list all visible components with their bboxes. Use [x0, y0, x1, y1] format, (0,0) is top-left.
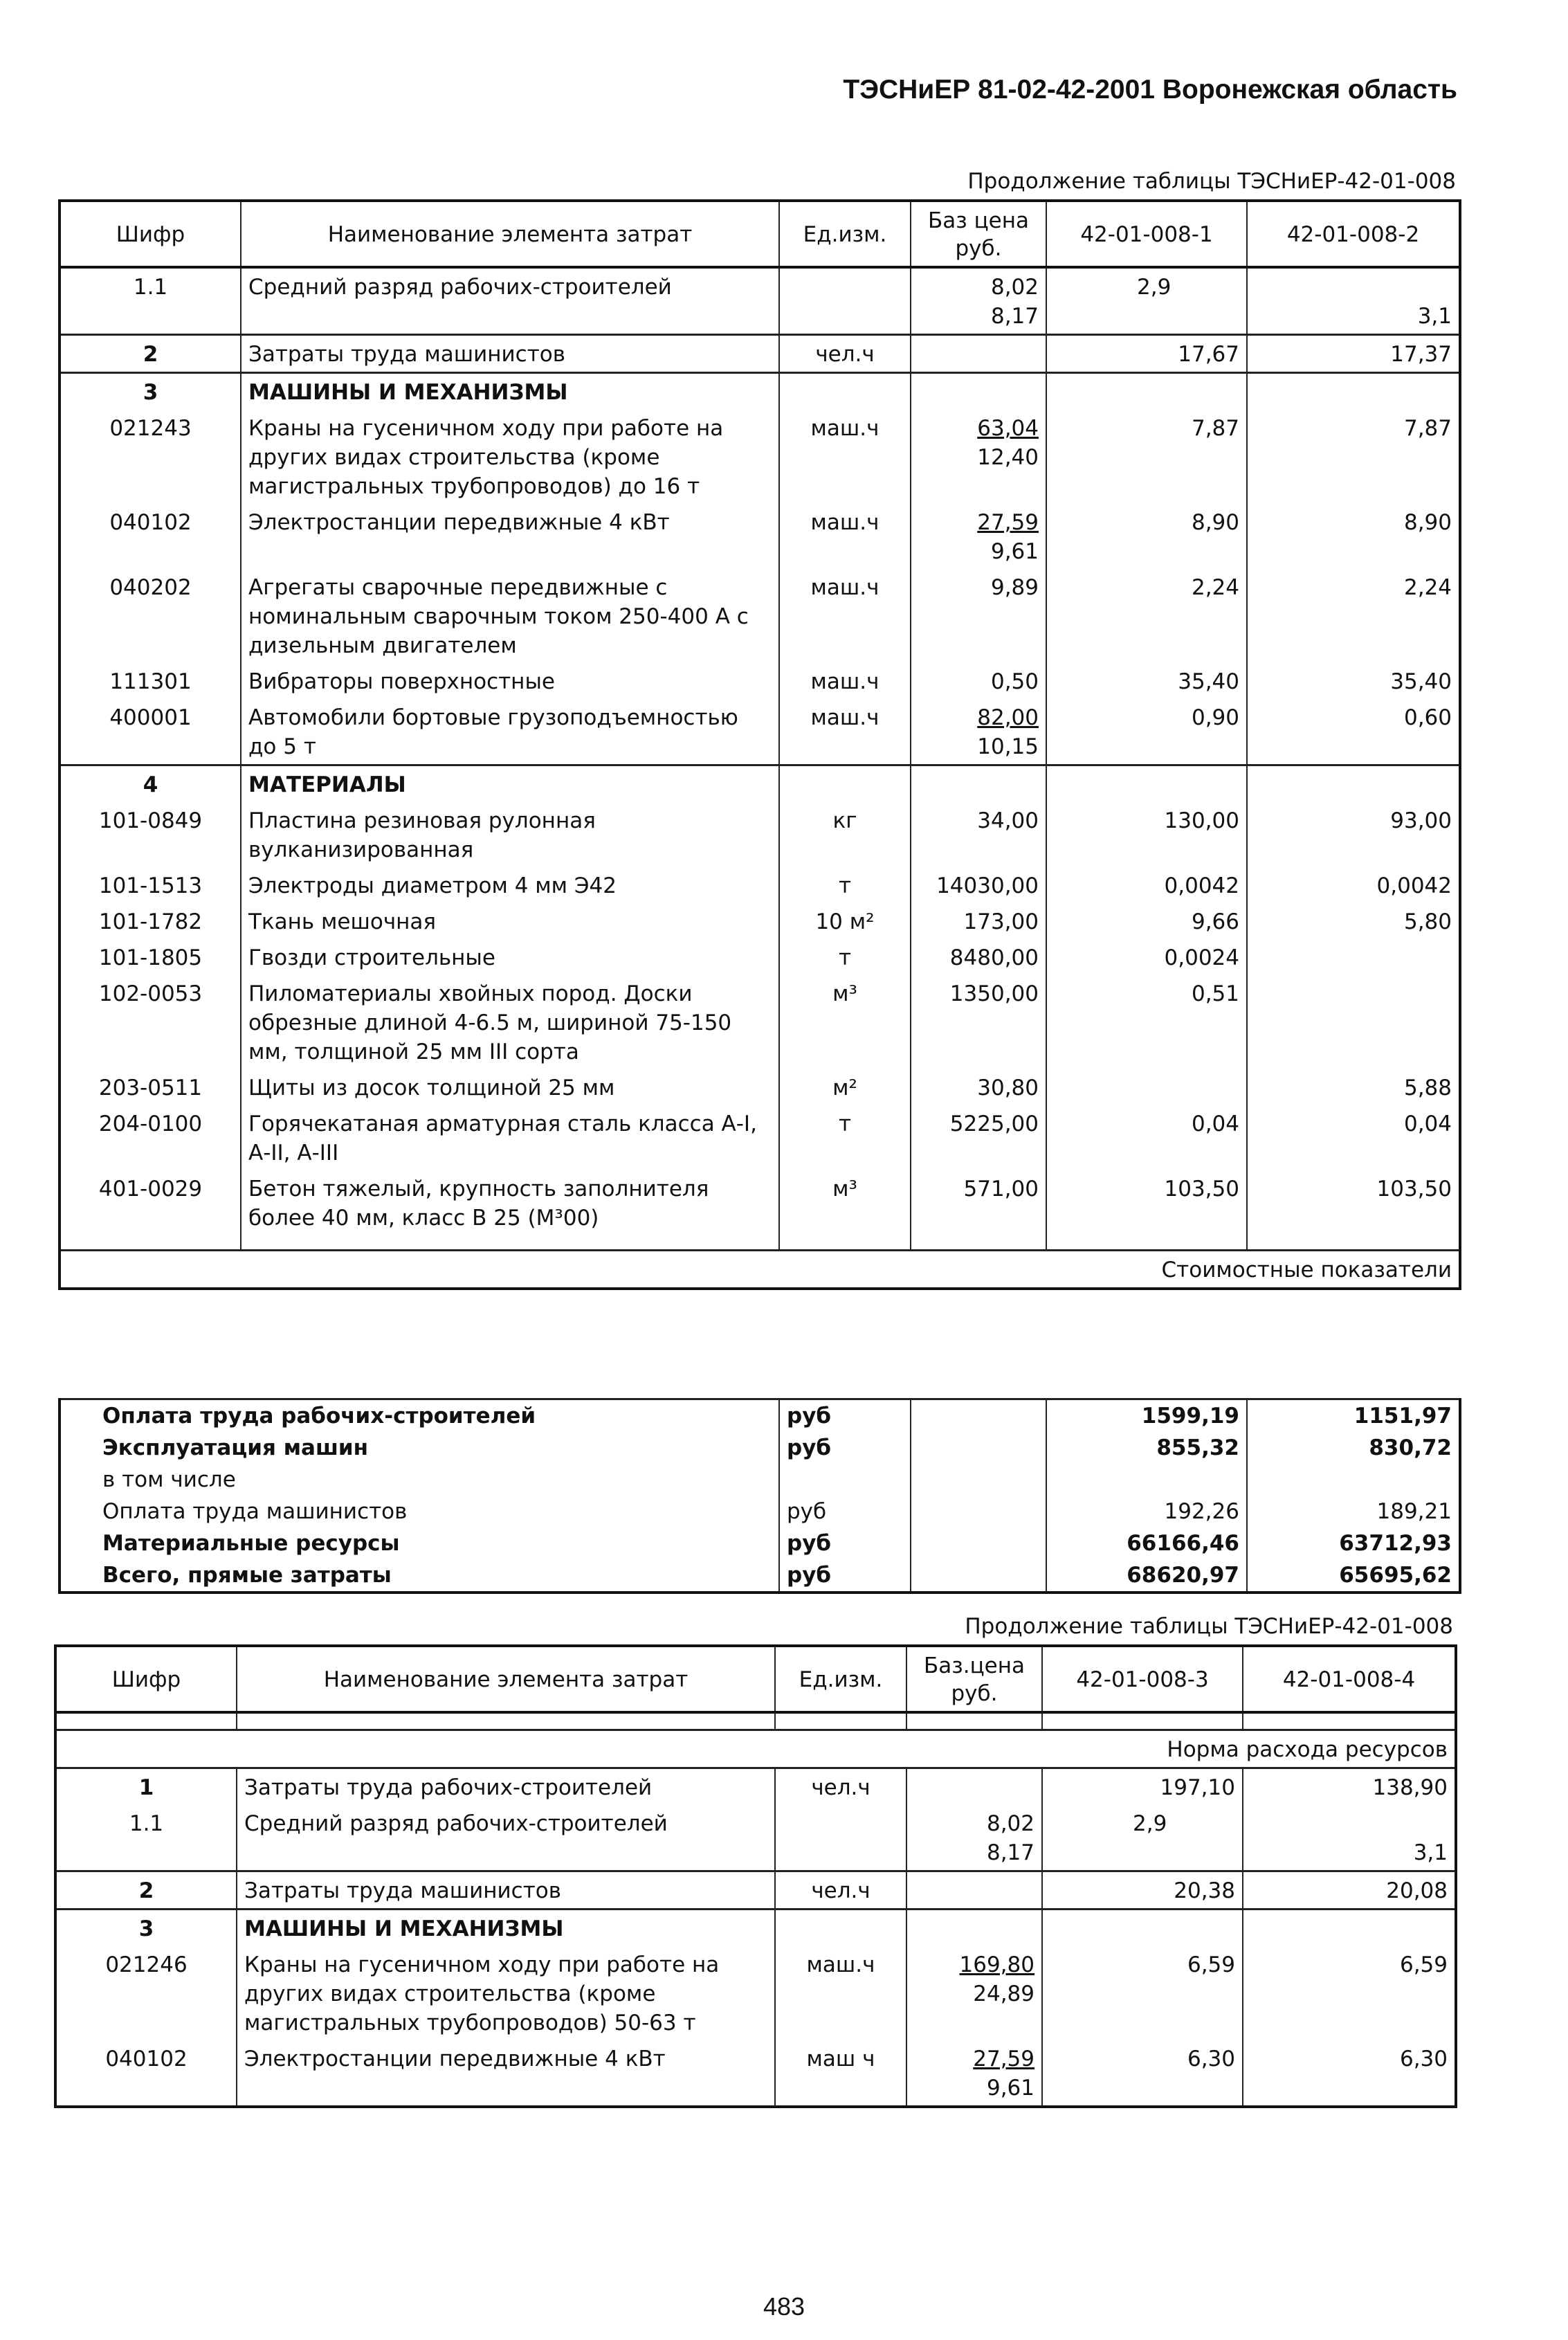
page-number: 483: [763, 2292, 805, 2321]
row-code: 021246: [55, 1946, 237, 2040]
summary-value-1: 68620,97: [1046, 1559, 1247, 1593]
row-value-1: 17,67: [1046, 335, 1247, 373]
row-price: 30,80: [911, 1069, 1046, 1105]
row-value-2: 3,1: [1247, 267, 1460, 335]
row-value-1: 7,87: [1046, 410, 1247, 504]
col-header-variant-2: 42-01-008-2: [1247, 201, 1460, 267]
cost-indicators-caption: Стоимостные показатели: [60, 1251, 1460, 1289]
row-price: 5225,00: [911, 1105, 1046, 1170]
col-header-name: Наименование элемента затрат: [237, 1646, 775, 1712]
row-value-1: [1042, 1910, 1243, 1947]
col-header-code: Шифр: [55, 1646, 237, 1712]
row-name: Автомобили бортовые грузоподъемностью до 5 т: [241, 699, 779, 765]
row-unit: маш.ч: [779, 663, 911, 699]
row-price: 14030,00: [911, 867, 1046, 903]
row-name: Электростанции передвижные 4 кВт: [241, 504, 779, 569]
row-name: Краны на гусеничном ходу при работе на других видах строительства (кроме магистральных трубопроводов) до 16 т: [241, 410, 779, 504]
row-value-2: 35,40: [1247, 663, 1460, 699]
row-unit: м²: [779, 1069, 911, 1105]
row-name: Ткань мешочная: [241, 903, 779, 939]
row-value-1: 197,10: [1042, 1768, 1243, 1806]
row-price: 8,02 8,17: [906, 1805, 1042, 1871]
table1-continuation-caption: Продолжение таблицы ТЭСНиЕР-42-01-008: [967, 169, 1456, 194]
row-price: 571,00: [911, 1170, 1046, 1235]
summary-row: [60, 1496, 1460, 1527]
row-value-1: [1046, 765, 1247, 803]
summary-unit: руб: [779, 1527, 911, 1559]
table-row: [60, 410, 1460, 504]
table-row: [55, 2040, 1456, 2107]
row-code: 1.1: [60, 267, 241, 335]
col-header-price: Баз.цена руб.: [906, 1646, 1042, 1712]
row-name: Бетон тяжелый, крупность заполнителя более 40 мм, класс В 25 (М³00): [241, 1170, 779, 1235]
row-name: Пластина резиновая рулонная вулканизированная: [241, 802, 779, 867]
summary-value-2: 189,21: [1247, 1496, 1460, 1527]
row-value-2: 6,59: [1243, 1946, 1456, 2040]
row-name: МАШИНЫ И МЕХАНИЗМЫ: [237, 1910, 775, 1947]
row-price: [906, 1768, 1042, 1806]
row-value-1: [1046, 1069, 1247, 1105]
row-price: 173,00: [911, 903, 1046, 939]
row-value-2: 103,50: [1247, 1170, 1460, 1235]
table-row: [60, 1170, 1460, 1235]
row-unit: м³: [779, 1170, 911, 1235]
col-header-variant-4: 42-01-008-4: [1243, 1646, 1456, 1712]
row-unit: т: [779, 1105, 911, 1170]
row-name: Затраты труда машинистов: [241, 335, 779, 373]
row-value-2: 0,04: [1247, 1105, 1460, 1170]
row-value-2: 0,0042: [1247, 867, 1460, 903]
row-value-2: 5,88: [1247, 1069, 1460, 1105]
row-name: Электростанции передвижные 4 кВт: [237, 2040, 775, 2107]
row-unit: [775, 1805, 906, 1871]
row-price: [906, 1871, 1042, 1910]
col-header-unit: Ед.изм.: [775, 1646, 906, 1712]
row-unit: [779, 373, 911, 410]
table-row: [60, 699, 1460, 765]
row-value-1: 2,9: [1046, 267, 1247, 335]
row-code: 101-1805: [60, 939, 241, 975]
row-name: Краны на гусеничном ходу при работе на других видах строительства (кроме магистральных трубопроводов) 50-63 т: [237, 1946, 775, 2040]
table-row-spacer: [60, 1235, 1460, 1251]
col-header-unit: Ед.изм.: [779, 201, 911, 267]
row-value-2: 138,90: [1243, 1768, 1456, 1806]
row-value-2: 0,60: [1247, 699, 1460, 765]
row-name: Средний разряд рабочих-строителей: [237, 1805, 775, 1871]
col-header-name: Наименование элемента затрат: [241, 201, 779, 267]
row-price: 27,59 9,61: [906, 2040, 1042, 2107]
row-price: [906, 1910, 1042, 1947]
row-value-2: 8,90: [1247, 504, 1460, 569]
table-row: [60, 373, 1460, 410]
row-name: Щиты из досок толщиной 25 мм: [241, 1069, 779, 1105]
row-code: 040102: [60, 504, 241, 569]
row-unit: чел.ч: [775, 1768, 906, 1806]
table-row: [55, 1910, 1456, 1947]
row-unit: [779, 765, 911, 803]
summary-row: [60, 1399, 1460, 1433]
row-value-2: [1247, 975, 1460, 1069]
summary-unit: руб: [779, 1496, 911, 1527]
row-code: 111301: [60, 663, 241, 699]
row-value-1: 9,66: [1046, 903, 1247, 939]
summary-value-1: 66166,46: [1046, 1527, 1247, 1559]
row-value-2: 3,1: [1243, 1805, 1456, 1871]
row-code: 101-0849: [60, 802, 241, 867]
resource-norm-caption: Норма расхода ресурсов: [55, 1730, 1456, 1768]
summary-value-1: 1599,19: [1046, 1399, 1247, 1433]
row-value-1: 6,59: [1042, 1946, 1243, 2040]
row-name: Средний разряд рабочих-строителей: [241, 267, 779, 335]
row-code: 401-0029: [60, 1170, 241, 1235]
row-code: 021243: [60, 410, 241, 504]
row-unit: маш.ч: [779, 569, 911, 663]
document-header: ТЭСНиЕР 81-02-42-2001 Воронежская область: [843, 75, 1457, 105]
table-row: [60, 975, 1460, 1069]
col-header-variant-3: 42-01-008-3: [1042, 1646, 1243, 1712]
table-row: [60, 267, 1460, 335]
table-row: [60, 903, 1460, 939]
row-price: 63,04 12,40: [911, 410, 1046, 504]
table2: [54, 1644, 1457, 2108]
row-value-2: 93,00: [1247, 802, 1460, 867]
summary-value-1: 192,26: [1046, 1496, 1247, 1527]
row-value-2: 6,30: [1243, 2040, 1456, 2107]
row-price: 169,80 24,89: [906, 1946, 1042, 2040]
summary-value-2: [1247, 1464, 1460, 1496]
row-code: 101-1513: [60, 867, 241, 903]
row-unit: маш.ч: [779, 504, 911, 569]
row-code: 1: [55, 1768, 237, 1806]
summary-value-2: 1151,97: [1247, 1399, 1460, 1433]
table-row: [60, 335, 1460, 373]
row-code: 3: [55, 1910, 237, 1947]
row-value-2: 17,37: [1247, 335, 1460, 373]
summary-label: Оплата труда машинистов: [102, 1499, 408, 1524]
row-code: 4: [60, 765, 241, 803]
table-row: [60, 569, 1460, 663]
table-row: [60, 765, 1460, 803]
table-row: [60, 1105, 1460, 1170]
summary-unit: руб: [779, 1432, 911, 1464]
row-name: Затраты труда машинистов: [237, 1871, 775, 1910]
row-name: МАШИНЫ И МЕХАНИЗМЫ: [241, 373, 779, 410]
summary-unit: руб: [779, 1399, 911, 1433]
table-row: [60, 1069, 1460, 1105]
row-name: МАТЕРИАЛЫ: [241, 765, 779, 803]
row-value-1: 0,0024: [1046, 939, 1247, 975]
row-name: Пиломатериалы хвойных пород. Доски обрезные длиной 4-6.5 м, шириной 75-150 мм, толщиной 25 мм III сорта: [241, 975, 779, 1069]
row-price: 34,00: [911, 802, 1046, 867]
row-value-1: 20,38: [1042, 1871, 1243, 1910]
summary-value-1: [1046, 1464, 1247, 1496]
row-value-1: 130,00: [1046, 802, 1247, 867]
row-price: [911, 373, 1046, 410]
row-name: Гвозди строительные: [241, 939, 779, 975]
table1-header-row: [60, 201, 1460, 267]
row-unit: т: [779, 867, 911, 903]
row-value-1: 8,90: [1046, 504, 1247, 569]
summary-row: [60, 1432, 1460, 1464]
col-header-price: Баз цена руб.: [911, 201, 1046, 267]
col-header-code: Шифр: [60, 201, 241, 267]
row-unit: маш.ч: [779, 410, 911, 504]
row-value-1: 0,90: [1046, 699, 1247, 765]
row-price: 0,50: [911, 663, 1046, 699]
table-row: [55, 1871, 1456, 1910]
summary-unit: [779, 1464, 911, 1496]
summary-value-1: 855,32: [1046, 1432, 1247, 1464]
row-unit: м³: [779, 975, 911, 1069]
row-code: 101-1782: [60, 903, 241, 939]
table2-norm-caption-row: [55, 1730, 1456, 1768]
row-code: 2: [60, 335, 241, 373]
row-price: 9,89: [911, 569, 1046, 663]
table-row: [55, 1946, 1456, 2040]
row-price: [911, 335, 1046, 373]
table-row: [60, 663, 1460, 699]
row-value-1: 6,30: [1042, 2040, 1243, 2107]
row-unit: маш.ч: [779, 699, 911, 765]
row-value-2: 20,08: [1243, 1871, 1456, 1910]
table1-summary: [58, 1398, 1461, 1594]
table-row: [60, 939, 1460, 975]
row-price: 8480,00: [911, 939, 1046, 975]
table-row: [60, 802, 1460, 867]
row-code: 2: [55, 1871, 237, 1910]
row-value-2: 5,80: [1247, 903, 1460, 939]
row-name: Горячекатаная арматурная сталь класса А-I, А-II, А-III: [241, 1105, 779, 1170]
row-value-1: 103,50: [1046, 1170, 1247, 1235]
table2-header-row: [55, 1646, 1456, 1712]
row-value-2: [1247, 765, 1460, 803]
row-code: 102-0053: [60, 975, 241, 1069]
row-value-1: 0,51: [1046, 975, 1247, 1069]
row-value-1: 35,40: [1046, 663, 1247, 699]
summary-unit: руб: [779, 1559, 911, 1593]
row-value-2: 7,87: [1247, 410, 1460, 504]
col-header-variant-1: 42-01-008-1: [1046, 201, 1247, 267]
row-code: 040202: [60, 569, 241, 663]
row-code: 040102: [55, 2040, 237, 2107]
row-unit: [779, 267, 911, 335]
table2-continuation-caption: Продолжение таблицы ТЭСНиЕР-42-01-008: [965, 1614, 1453, 1639]
row-code: 204-0100: [60, 1105, 241, 1170]
row-value-1: 0,04: [1046, 1105, 1247, 1170]
summary-value-2: 65695,62: [1247, 1559, 1460, 1593]
table-row: [55, 1805, 1456, 1871]
row-unit: чел.ч: [775, 1871, 906, 1910]
row-unit: т: [779, 939, 911, 975]
row-code: 203-0511: [60, 1069, 241, 1105]
row-price: 1350,00: [911, 975, 1046, 1069]
table-row: [60, 504, 1460, 569]
summary-label: Эксплуатация машин: [102, 1435, 369, 1460]
table-row-spacer: [55, 1712, 1456, 1730]
summary-value-2: 830,72: [1247, 1432, 1460, 1464]
row-price: 8,02 8,17: [911, 267, 1046, 335]
row-value-2: [1247, 939, 1460, 975]
table-row: [55, 1768, 1456, 1806]
row-value-2: [1243, 1910, 1456, 1947]
row-unit: 10 м²: [779, 903, 911, 939]
row-unit: маш ч: [775, 2040, 906, 2107]
row-code: 1.1: [55, 1805, 237, 1871]
row-price: 27,59 9,61: [911, 504, 1046, 569]
summary-label: Всего, прямые затраты: [102, 1563, 392, 1588]
summary-row: [60, 1559, 1460, 1593]
row-code: 400001: [60, 699, 241, 765]
row-code: 3: [60, 373, 241, 410]
table-row: [60, 867, 1460, 903]
row-value-1: 2,9: [1042, 1805, 1243, 1871]
row-unit: кг: [779, 802, 911, 867]
summary-label: в том числе: [102, 1467, 236, 1492]
row-value-1: 2,24: [1046, 569, 1247, 663]
row-value-2: 2,24: [1247, 569, 1460, 663]
row-unit: маш.ч: [775, 1946, 906, 2040]
row-price: [911, 765, 1046, 803]
table1: [58, 199, 1461, 1290]
row-unit: [775, 1910, 906, 1947]
row-name: Вибраторы поверхностные: [241, 663, 779, 699]
row-name: Электроды диаметром 4 мм Э42: [241, 867, 779, 903]
row-value-2: [1247, 373, 1460, 410]
row-name: Агрегаты сварочные передвижные с номинальным сварочным током 250-400 А с дизельным двигателем: [241, 569, 779, 663]
row-price: 82,00 10,15: [911, 699, 1046, 765]
summary-label: Оплата труда рабочих-строителей: [102, 1404, 536, 1429]
row-value-1: 0,0042: [1046, 867, 1247, 903]
summary-row: [60, 1527, 1460, 1559]
summary-row: [60, 1464, 1460, 1496]
row-unit: чел.ч: [779, 335, 911, 373]
summary-label: Материальные ресурсы: [102, 1531, 400, 1556]
row-name: Затраты труда рабочих-строителей: [237, 1768, 775, 1806]
row-value-1: [1046, 373, 1247, 410]
table1-cost-caption-row: [60, 1251, 1460, 1289]
summary-value-2: 63712,93: [1247, 1527, 1460, 1559]
